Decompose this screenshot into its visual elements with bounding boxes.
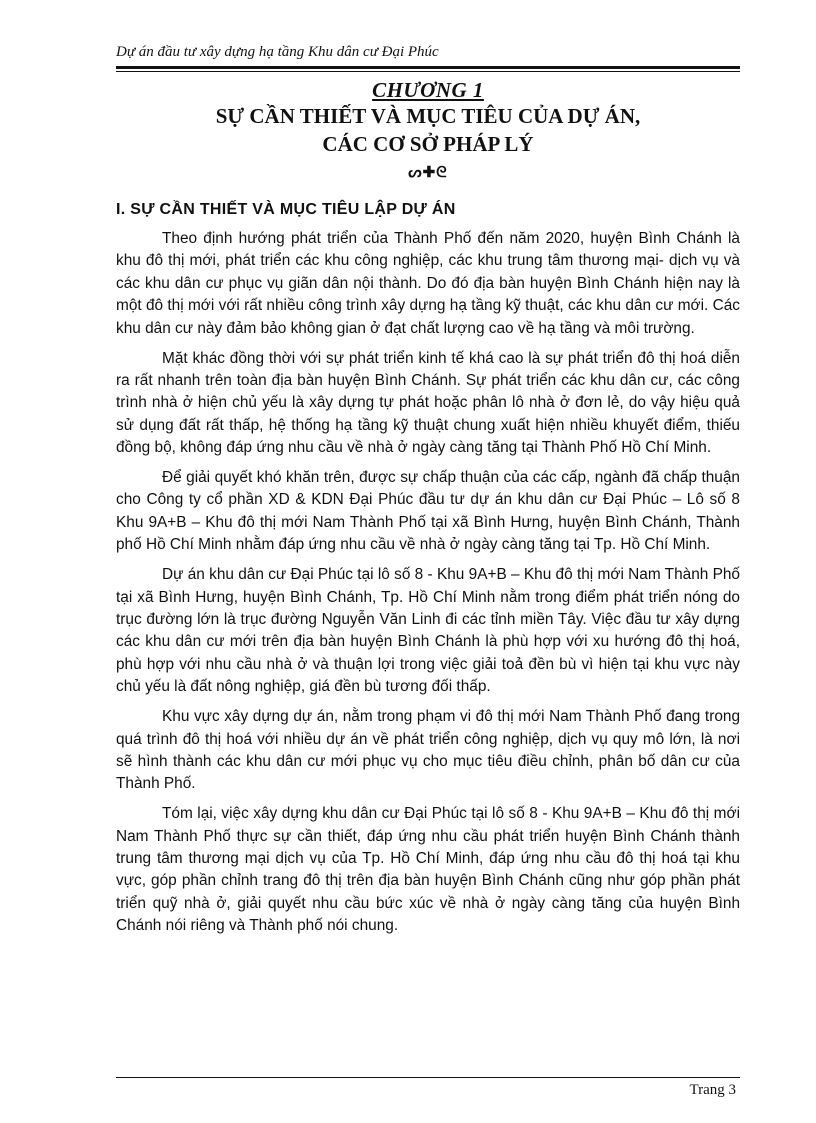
paragraph-5: Khu vực xây dựng dự án, nằm trong phạm vi đô thị mới Nam Thành Phố đang trong quá trình đô thị hoá với nhiều dự án về phát triển công nghiệp, dịch vụ quy mô lớn, là nơi sẽ hình thành các khu dân cư mới phục vụ cho mục tiêu điều chỉnh, phân bố dân cư của Thành Phố. [116, 708, 740, 793]
body-text [116, 228, 740, 945]
paragraph-3: Để giải quyết khó khăn trên, được sự chấp thuận của các cấp, ngành đã chấp thuận cho Công ty cổ phần XD & KDN Đại Phúc đầu tư dự án khu dân cư Đại Phúc – Lô số 8 Khu 9A+B – Khu đô thị mới Nam Thành Phố tại xã Bình Hưng, huyện Bình Chánh, Thành phố Hồ Chí Minh nhằm đáp ứng nhu cầu về nhà ở ngày càng tăng tại Tp. Hồ Chí Minh. [116, 469, 740, 554]
paragraph-1: Theo định hướng phát triển của Thành Phố đến năm 2020, huyện Bình Chánh là khu đô thị mới, phát triển các khu công nghiệp, các khu trung tâm thương mại- dịch vụ và các khu dân cư phục vụ giãn dân nội thành. Do đó địa bàn huyện Bình Chánh hiện nay là một đô thị mới với rất nhiều công trình xây dựng hạ tầng kỹ thuật, các khu dân cư mới. Các khu dân cư này đảm bảo không gian ở đạt chất lượng cao về hạ tầng và môi trường. [116, 230, 740, 337]
header-rule-thick [116, 66, 740, 69]
page-number: Trang 3 [689, 1082, 736, 1098]
chapter-label: CHƯƠNG 1 [372, 78, 484, 102]
paragraph-2: Mặt khác đồng thời với sự phát triển kinh tế khá cao là sự phát triển đô thị hoá diễn ra rất nhanh trên toàn địa bàn huyện Bình Chánh. Sự phát triển các khu dân cư, các công trình nhà ở hiện chủ yếu là xây dựng tự phát hoặc phân lô nhà ở đơn lẻ, do vậy hiệu quả sử dụng đất rất thấp, hệ thống hạ tầng kỹ thuật chung xuất hiện nhiều khuyết điểm, thiếu đồng bộ, không đáp ứng nhu cầu về nhà ở ngày càng tăng tại Thành Phố Hồ Chí Minh. [116, 349, 740, 457]
footer-rule [116, 1077, 740, 1078]
paragraph-6: Tóm lại, việc xây dựng khu dân cư Đại Phúc tại lô số 8 - Khu 9A+B – Khu đô thị mới Nam Thành Phố thực sự cần thiết, đáp ứng nhu cầu phát triển huyện Bình Chánh thành trung tâm thương mại dịch vụ của Tp. Hồ Chí Minh, đáp ứng nhu cầu đô thị hoá tại khu vực, góp phần chỉnh trang đô thị trên địa bàn huyện Bình Chánh cũng như góp phần phát triển quỹ nhà ở, giải quyết nhu cầu bức xúc về nhà ở ngày càng tăng của huyện Bình Chánh nói riêng và Thành phố nói chung. [116, 805, 740, 935]
section-heading: I. SỰ CẦN THIẾT VÀ MỤC TIÊU LẬP DỰ ÁN [116, 201, 456, 218]
chapter-title-line-1: SỰ CẦN THIẾT VÀ MỤC TIÊU CỦA DỰ ÁN, [215, 104, 641, 128]
chapter-title-line-2: CÁC CƠ SỞ PHÁP LÝ [322, 132, 534, 156]
running-header: Dự án đầu tư xây dựng hạ tầng Khu dân cư Đại Phúc [116, 44, 439, 60]
paragraph-4: Dự án khu dân cư Đại Phúc tại lô số 8 - Khu 9A+B – Khu đô thị mới Nam Thành Phố tại xã Bình Hưng, huyện Bình Chánh, Tp. Hồ Chí Minh nằm trong điểm phát triển nóng do trục đường lớn là trục đường Nguyễn Văn Linh đi các tỉnh miền Tây. Việc đầu tư xây dựng các khu dân cư mới trên địa bàn huyện Bình Chánh là phù hợp với xu hướng đô thị hoá, phù hợp với nhu cầu nhà ở và thuận lợi trong việc giải toả đền bù vì hiện tại khu vực này chủ yếu là đất nông nghiệp, giá đền bù tương đối thấp. [116, 566, 740, 696]
header-rule-thin [116, 71, 740, 72]
ornament-divider: ᔕ✚ᘓ [408, 163, 448, 181]
